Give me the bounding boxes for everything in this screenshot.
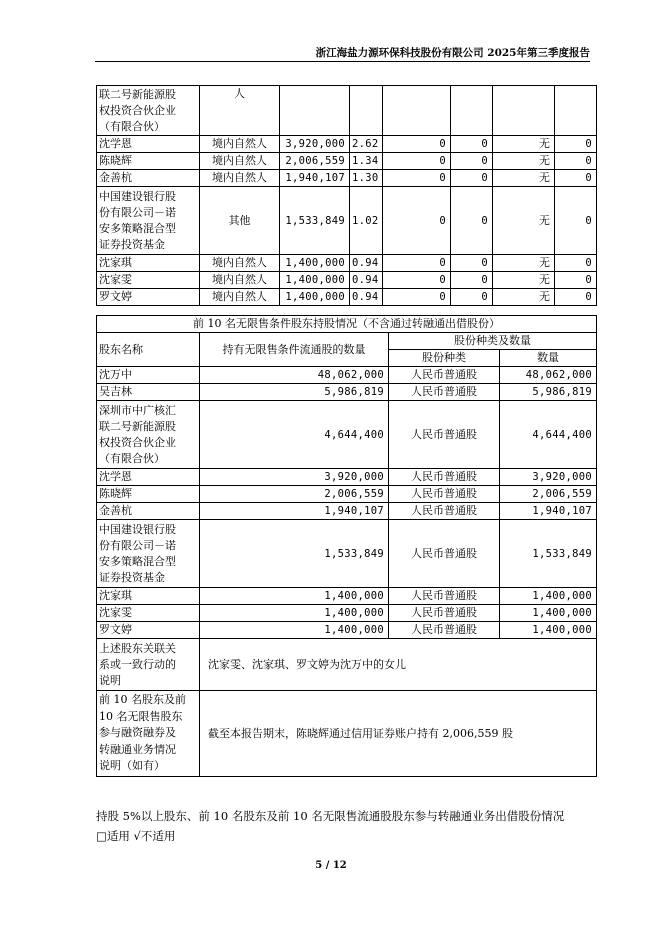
- share-type: 人民币普通股: [389, 588, 500, 605]
- shareholder-name: 陈晓辉: [97, 153, 200, 170]
- share-amount: 1,400,000: [500, 588, 597, 605]
- shareholder-nature: 境内自然人: [200, 255, 280, 272]
- pledge-qty: 0: [555, 187, 597, 255]
- share-type: 人民币普通股: [389, 367, 500, 384]
- pledge-qty: 0: [555, 289, 597, 306]
- restricted-shares: [383, 86, 451, 136]
- share-type: 人民币普通股: [389, 503, 500, 520]
- share-amount: 3,920,000: [500, 469, 597, 486]
- shareholder-name: 沈万中: [97, 367, 200, 384]
- share-amount: 5,986,819: [500, 384, 597, 401]
- pledge-tag-shares: 0: [451, 272, 493, 289]
- table-row: [97, 622, 597, 639]
- share-amount: 1,400,000: [500, 622, 597, 639]
- share-percent: 0.94: [350, 272, 383, 289]
- shares-held: 1,400,000: [280, 289, 350, 306]
- shareholder-name: 沈家琪: [97, 588, 200, 605]
- share-type: 人民币普通股: [389, 384, 500, 401]
- shares-held: 1,400,000: [280, 272, 350, 289]
- shareholder-nature: 境内自然人: [200, 136, 280, 153]
- shareholder-name: 金善杭: [97, 170, 200, 187]
- pledge-qty: 0: [555, 255, 597, 272]
- pledge-status: [493, 86, 555, 136]
- share-amount: 1,533,849: [500, 520, 597, 588]
- table-row: [97, 86, 597, 136]
- related-text: 沈家雯、沈家琪、罗文婷为沈万中的女儿: [200, 639, 597, 691]
- unrestricted-shareholder-table: [96, 315, 597, 777]
- pledge-status: 无: [493, 136, 555, 153]
- shareholder-name: 沈家琪: [97, 255, 200, 272]
- shareholder-nature: 境内自然人: [200, 153, 280, 170]
- table-row: [97, 520, 597, 588]
- table-row: [97, 136, 597, 153]
- table-row: [97, 469, 597, 486]
- shareholder-name: 沈学恩: [97, 469, 200, 486]
- pledge-status: 无: [493, 153, 555, 170]
- unrestricted-qty: 5,986,819: [200, 384, 389, 401]
- table-row: [97, 588, 597, 605]
- shareholder-name: 沈家雯: [97, 605, 200, 622]
- header-rule: [95, 61, 590, 62]
- unrestricted-qty: 1,533,849: [200, 520, 389, 588]
- share-type: 人民币普通股: [389, 401, 500, 469]
- restricted-shares: 0: [383, 136, 451, 153]
- shares-held: 3,920,000: [280, 136, 350, 153]
- restricted-shares: 0: [383, 289, 451, 306]
- shareholder-nature: 其他: [200, 187, 280, 255]
- shares-held: 1,940,107: [280, 170, 350, 187]
- shareholder-name: 吴吉林: [97, 384, 200, 401]
- pledge-tag-shares: [451, 86, 493, 136]
- shareholder-nature: 境内自然人: [200, 170, 280, 187]
- share-amount: 4,644,400: [500, 401, 597, 469]
- share-amount: 1,400,000: [500, 605, 597, 622]
- share-percent: 1.30: [350, 170, 383, 187]
- table-row: [97, 187, 597, 255]
- share-percent: 0.94: [350, 255, 383, 272]
- table-row: [97, 605, 597, 622]
- unrestricted-title: 前 10 名无限售条件股东持股情况（不含通过转融通出借股份）: [97, 316, 597, 333]
- pledge-status: 无: [493, 187, 555, 255]
- col-header-qty: 持有无限售条件流通股的数量: [200, 333, 389, 367]
- shareholder-name: 金善杭: [97, 503, 200, 520]
- pledge-tag-shares: 0: [451, 255, 493, 272]
- col-header-name: 股东名称: [97, 333, 200, 367]
- restricted-shares: 0: [383, 255, 451, 272]
- shareholder-nature: 境内自然人: [200, 289, 280, 306]
- pledge-qty: 0: [555, 272, 597, 289]
- pledge-status: 无: [493, 255, 555, 272]
- share-percent: 0.94: [350, 289, 383, 306]
- table-row: [97, 255, 597, 272]
- shareholder-table-top: [96, 85, 597, 306]
- unrestricted-qty: 3,920,000: [200, 469, 389, 486]
- share-amount: 48,062,000: [500, 367, 597, 384]
- shareholder-nature: 境内自然人: [200, 272, 280, 289]
- share-percent: 1.02: [350, 187, 383, 255]
- share-type: 人民币普通股: [389, 605, 500, 622]
- shares-held: 1,400,000: [280, 255, 350, 272]
- table-row: [97, 153, 597, 170]
- table-row: [97, 367, 597, 384]
- shareholder-name: 中国建设银行股 份有限公司－诺 安多策略混合型 证券投资基金: [97, 187, 200, 255]
- share-type: 人民币普通股: [389, 520, 500, 588]
- footer-line2: □适用 √不适用: [96, 829, 176, 843]
- restricted-shares: 0: [383, 272, 451, 289]
- shareholder-name: 中国建设银行股 份有限公司－诺 安多策略混合型 证券投资基金: [97, 520, 200, 588]
- table-row: [97, 401, 597, 469]
- margin-label: 前 10 名股东及前 10 名无限售股东 参与融资融券及 转融通业务情况 说明（如有）: [97, 691, 200, 777]
- table-row: [97, 384, 597, 401]
- pledge-tag-shares: 0: [451, 136, 493, 153]
- shares-held: 1,533,849: [280, 187, 350, 255]
- unrestricted-qty: 1,400,000: [200, 622, 389, 639]
- pledge-qty: 0: [555, 136, 597, 153]
- share-type: 人民币普通股: [389, 486, 500, 503]
- shareholder-name: 罗文婷: [97, 289, 200, 306]
- shares-held: [280, 86, 350, 136]
- pledge-status: 无: [493, 272, 555, 289]
- pledge-tag-shares: 0: [451, 170, 493, 187]
- page-number: 5 / 12: [315, 860, 347, 871]
- pledge-status: 无: [493, 170, 555, 187]
- share-percent: 2.62: [350, 136, 383, 153]
- table-row: [97, 503, 597, 520]
- share-percent: 1.34: [350, 153, 383, 170]
- shareholder-name: 沈学恩: [97, 136, 200, 153]
- page-header: 浙江海盐力源环保科技股份有限公司 2025年第三季度报告: [315, 47, 590, 59]
- share-percent: [350, 86, 383, 136]
- restricted-shares: 0: [383, 170, 451, 187]
- share-amount: 2,006,559: [500, 486, 597, 503]
- margin-text: 截至本报告期末，陈晓辉通过信用证券账户持有 2,006,559 股: [200, 691, 597, 777]
- restricted-shares: 0: [383, 153, 451, 170]
- shareholder-name: 深圳市中广核汇 联二号新能源股 权投资合伙企业 （有限合伙）: [97, 401, 200, 469]
- shareholder-nature: 人: [200, 86, 280, 136]
- unrestricted-qty: 48,062,000: [200, 367, 389, 384]
- restricted-shares: 0: [383, 187, 451, 255]
- unrestricted-qty: 1,400,000: [200, 605, 389, 622]
- pledge-qty: 0: [555, 153, 597, 170]
- unrestricted-qty: 1,400,000: [200, 588, 389, 605]
- share-amount: 1,940,107: [500, 503, 597, 520]
- pledge-qty: [555, 86, 597, 136]
- pledge-tag-shares: 0: [451, 187, 493, 255]
- table-row: [97, 170, 597, 187]
- table-row: [97, 272, 597, 289]
- pledge-qty: 0: [555, 170, 597, 187]
- shareholder-name: 联二号新能源股 权投资合伙企业 （有限合伙）: [97, 86, 200, 136]
- related-label: 上述股东关联关 系或一致行动的 说明: [97, 639, 200, 691]
- table-row: [97, 289, 597, 306]
- unrestricted-qty: 2,006,559: [200, 486, 389, 503]
- share-type: 人民币普通股: [389, 469, 500, 486]
- pledge-tag-shares: 0: [451, 289, 493, 306]
- pledge-tag-shares: 0: [451, 153, 493, 170]
- footer-line1: 持股 5%以上股东、前 10 名股东及前 10 名无限售流通股股东参与转融通业务出借股份情况: [96, 809, 565, 823]
- pledge-status: 无: [493, 289, 555, 306]
- shareholder-name: 沈家雯: [97, 272, 200, 289]
- shares-held: 2,006,559: [280, 153, 350, 170]
- col-header-type-group: 股份种类及数量: [389, 333, 597, 350]
- unrestricted-qty: 1,940,107: [200, 503, 389, 520]
- col-header-type: 股份种类: [389, 350, 500, 367]
- col-header-amount: 数量: [500, 350, 597, 367]
- share-type: 人民币普通股: [389, 622, 500, 639]
- shareholder-name: 陈晓辉: [97, 486, 200, 503]
- unrestricted-qty: 4,644,400: [200, 401, 389, 469]
- table-row: [97, 486, 597, 503]
- shareholder-name: 罗文婷: [97, 622, 200, 639]
